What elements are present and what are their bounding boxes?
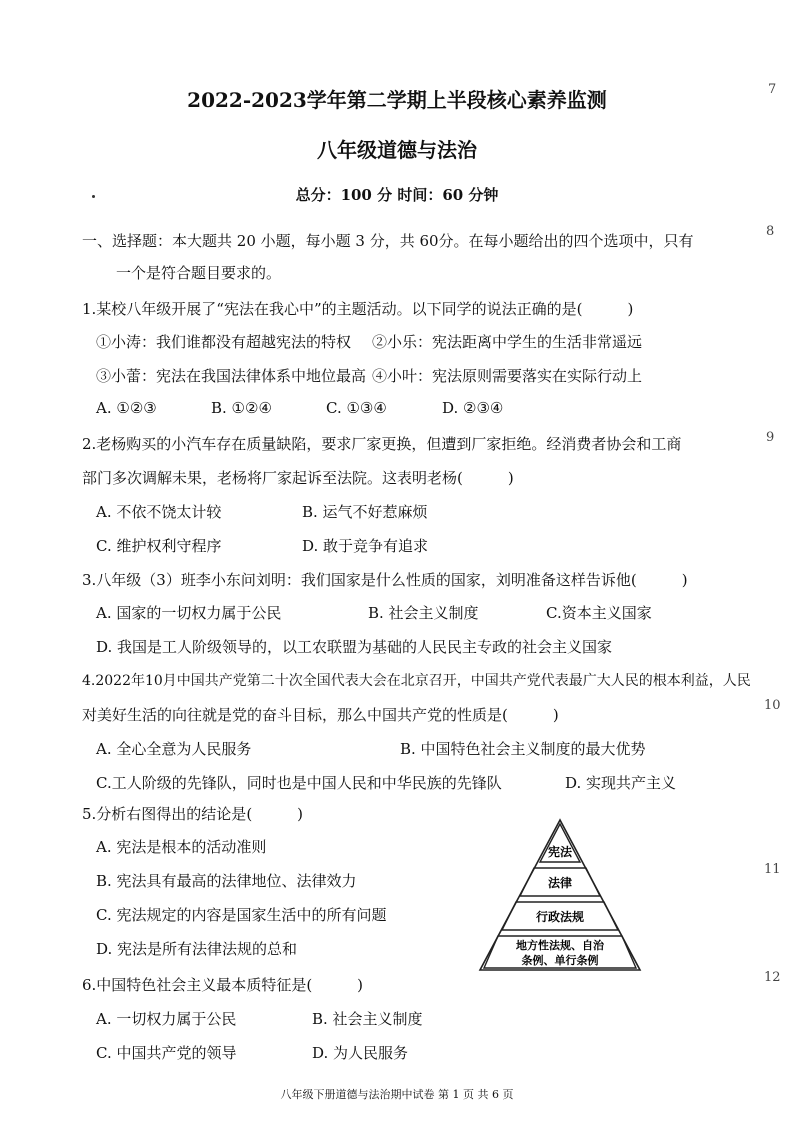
q5-option-b: B. 宪法具有最高的法律地位、法律效力 bbox=[96, 872, 357, 890]
q4-option-a: A. 全心全意为人民服务 bbox=[96, 740, 252, 758]
edge-number: 10 bbox=[764, 698, 781, 713]
pyramid-label-local-line1: 地方性法规、自治 bbox=[516, 939, 604, 952]
q5-option-a: A. 宪法是根本的活动准则 bbox=[96, 838, 267, 856]
q1-statement-1: ①小涛：我们谁都没有超越宪法的特权 bbox=[96, 333, 352, 351]
q3-option-c: C.资本主义国家 bbox=[546, 604, 652, 622]
q1-statement-2: ②小乐：宪法距离中学生的生活非常遥远 bbox=[372, 333, 643, 351]
q2-stem-line2: 部门多次调解未果，老杨将厂家起诉至法院。这表明老杨( ) bbox=[82, 469, 514, 487]
q3-option-b: B. 社会主义制度 bbox=[368, 604, 479, 622]
q2-option-a: A. 不依不饶太计较 bbox=[96, 503, 222, 521]
q2-stem-line1: 2.老杨购买的小汽车存在质量缺陷，要求厂家更换，但遭到厂家拒绝。经消费者协会和工商 bbox=[82, 435, 682, 453]
q2-option-b: B. 运气不好惹麻烦 bbox=[302, 503, 428, 521]
q1-statement-4: ④小叶：宪法原则需要落实在实际行动上 bbox=[372, 367, 643, 385]
q1-stem: 1.某校八年级开展了“宪法在我心中”的主题活动。以下同学的说法正确的是( ) bbox=[82, 300, 634, 318]
q1-option-a: A. ①②③ bbox=[96, 399, 157, 417]
pyramid-label-admin-regulations: 行政法规 bbox=[535, 910, 585, 924]
exam-title: 2022-2023学年第二学期上半段核心素养监测 bbox=[187, 88, 607, 112]
q5-stem: 5.分析右图得出的结论是( ) bbox=[82, 805, 304, 823]
q6-stem: 6.中国特色社会主义最本质特征是( ) bbox=[82, 976, 364, 994]
q6-option-d: D. 为人民服务 bbox=[312, 1044, 409, 1062]
section-instructions-line2: 一个是符合题目要求的。 bbox=[116, 264, 282, 282]
q5-option-c: C. 宪法规定的内容是国家生活中的所有问题 bbox=[96, 906, 387, 924]
q3-option-d: D. 我国是工人阶级领导的，以工农联盟为基础的人民民主专政的社会主义国家 bbox=[96, 638, 613, 656]
q6-option-a: A. 一切权力属于公民 bbox=[96, 1010, 237, 1028]
q2-option-c: C. 维护权利守程序 bbox=[96, 537, 222, 555]
q1-option-b: B. ①②④ bbox=[211, 399, 272, 417]
section-instructions-line1: 一、选择题：本大题共 20 小题，每小题 3 分，共 60分。在每小题给出的四个选项中，只有 bbox=[82, 232, 694, 250]
q4-stem-line1: 4.2022年10月中国共产党第二十次全国代表大会在北京召开，中国共产党代表最广大人民的根本利益，人民 bbox=[82, 673, 751, 689]
page-footer: 八年级下册道德与法治期中试卷 第 1 页 共 6 页 bbox=[280, 1088, 514, 1101]
edge-number: 12 bbox=[764, 970, 781, 985]
pyramid-label-local-line2: 条例、单行条例 bbox=[521, 954, 599, 967]
scan-speck bbox=[92, 195, 95, 198]
q4-option-c: C.工人阶级的先锋队，同时也是中国人民和中华民族的先锋队 bbox=[96, 774, 502, 792]
q4-stem-line2: 对美好生活的向往就是党的奋斗目标，那么中国共产党的性质是( ) bbox=[82, 706, 559, 724]
q1-statement-3: ③小蕾：宪法在我国法律体系中地位最高 bbox=[96, 367, 367, 385]
q2-option-d: D. 敢于竞争有追求 bbox=[302, 537, 429, 555]
q4-option-b: B. 中国特色社会主义制度的最大优势 bbox=[400, 740, 646, 758]
score-time-info: 总分：100 分 时间：60 分钟 bbox=[295, 186, 499, 204]
q1-option-d: D. ②③④ bbox=[442, 399, 504, 417]
edge-number: 8 bbox=[766, 224, 775, 239]
q1-option-c: C. ①③④ bbox=[326, 399, 387, 417]
law-hierarchy-pyramid bbox=[476, 818, 644, 974]
q3-option-a: A. 国家的一切权力属于公民 bbox=[96, 604, 282, 622]
edge-number: 7 bbox=[768, 82, 777, 97]
exam-subtitle: 八年级道德与法治 bbox=[317, 138, 477, 162]
q5-option-d: D. 宪法是所有法律法规的总和 bbox=[96, 940, 298, 958]
pyramid-label-constitution: 宪法 bbox=[547, 845, 573, 859]
edge-number: 11 bbox=[764, 862, 781, 877]
q6-option-c: C. 中国共产党的领导 bbox=[96, 1044, 237, 1062]
q6-option-b: B. 社会主义制度 bbox=[312, 1010, 423, 1028]
q3-stem: 3.八年级（3）班李小东问刘明：我们国家是什么性质的国家，刘明准备这样告诉他( ) bbox=[82, 571, 688, 589]
edge-number: 9 bbox=[766, 430, 775, 445]
q4-option-d: D. 实现共产主义 bbox=[565, 774, 677, 792]
pyramid-label-law: 法律 bbox=[547, 876, 573, 890]
